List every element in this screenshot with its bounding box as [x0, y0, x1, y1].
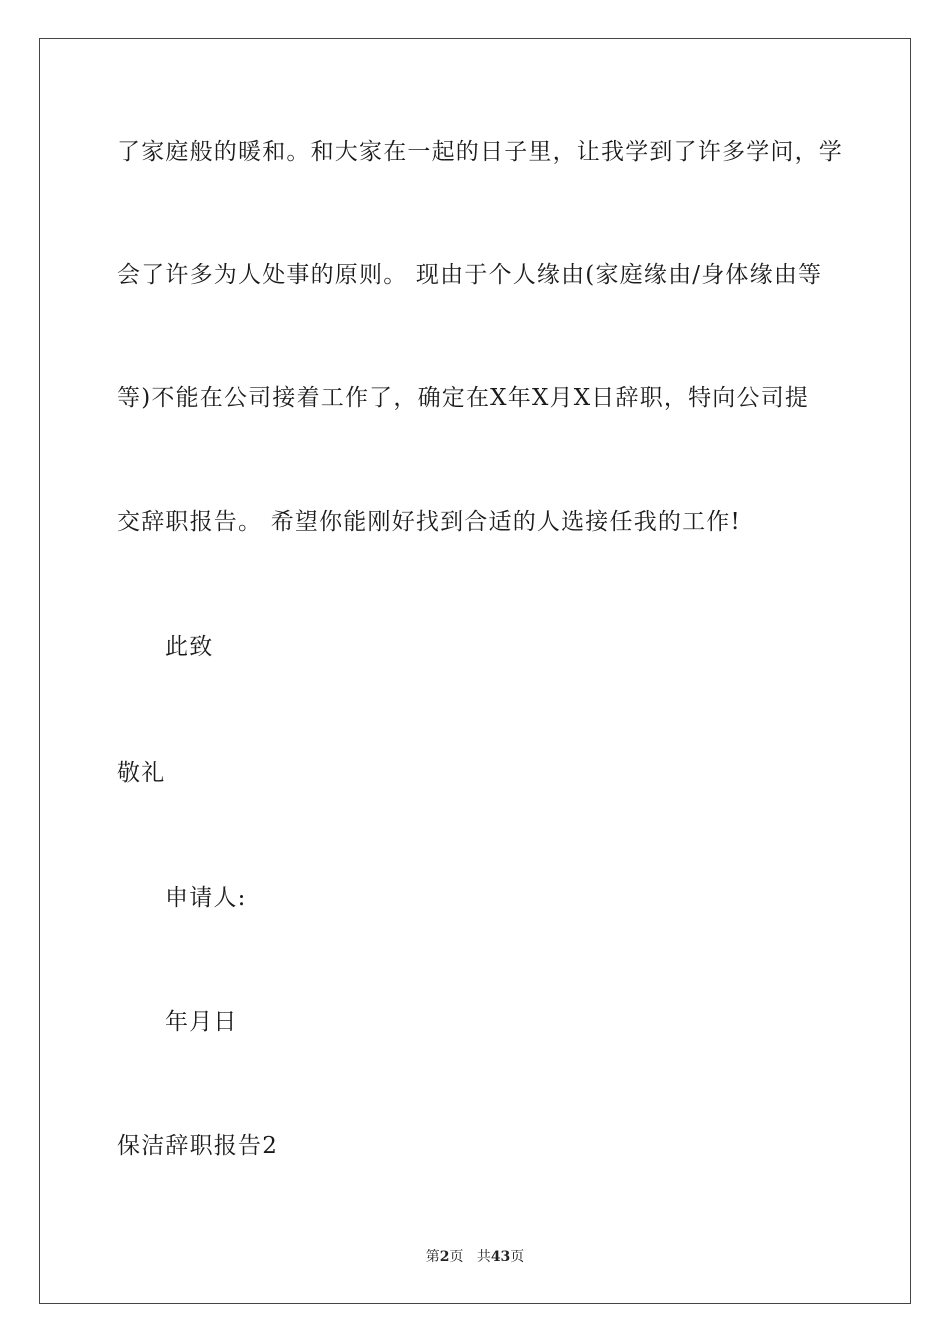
- footer-total-pages: 43: [490, 1249, 511, 1265]
- page-border: [39, 38, 911, 1304]
- footer-total-suffix: 页: [510, 1249, 525, 1265]
- next-section-title: 保洁辞职报告2: [117, 1133, 279, 1159]
- paragraph-line-2: 会了许多为人处事的原则。 现由于个人缘由(家庭缘由/身体缘由等: [117, 262, 823, 288]
- page-footer: [0, 1246, 950, 1266]
- date-label: 年月日: [165, 1009, 238, 1035]
- footer-current-page: 2: [439, 1249, 450, 1265]
- footer-total-prefix: 共: [476, 1249, 491, 1265]
- applicant-label: 申请人:: [165, 885, 247, 911]
- closing-text: 此致: [165, 634, 214, 660]
- paragraph-line-4: 交辞职报告。 希望你能刚好找到合适的人选接任我的工作!: [117, 509, 741, 535]
- footer-prefix: 第: [425, 1249, 440, 1265]
- paragraph-line-3: 等)不能在公司接着工作了，确定在X年X月X日辞职，特向公司提: [117, 385, 810, 411]
- salutation-text: 敬礼: [117, 760, 166, 786]
- paragraph-line-1: 了家庭般的暖和。和大家在一起的日子里，让我学到了许多学问，学: [117, 139, 843, 165]
- footer-page-suffix: 页: [449, 1249, 464, 1265]
